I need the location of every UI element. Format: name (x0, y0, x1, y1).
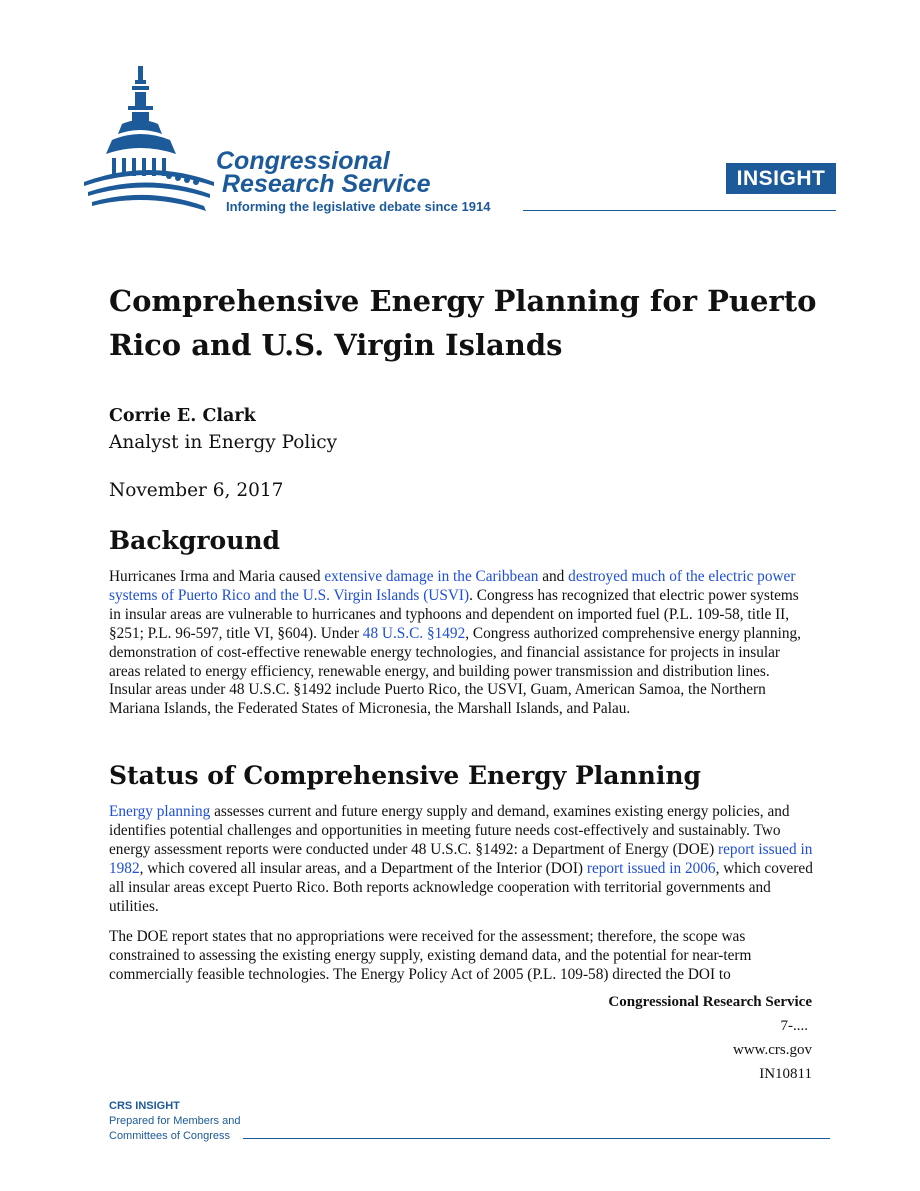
author-name: Corrie E. Clark (109, 406, 256, 426)
text-span: . Congress has recognized that electric power systems in insular areas are vulnerable to hurricanes and typhoons and dependent on imported fuel (P.L. 109-58, title II, §251; P.L. 96-597, title VI, §604). Under (109, 586, 799, 642)
logo-tagline: Informing the legislative debate since 1914 (226, 199, 491, 214)
author-role: Analyst in Energy Policy (109, 432, 338, 453)
document-title (109, 279, 869, 367)
capitol-dome-logo-icon (78, 64, 218, 219)
text-span: assesses current and future energy supply and demand, examines existing energy policies, and identifies potential challenges and opportunities in meeting future needs cost-effectively and sustainably. Two energy assessment reports were conducted under 48 U.S.C. §1492: a Department of Energy (DOE) (109, 803, 790, 858)
text-span: , which covered all insular areas, and a Department of the Interior (DOI) (139, 859, 587, 877)
footer-rule (243, 1138, 830, 1139)
logo-wordmark-research-service: Research Service (222, 170, 431, 198)
footer-committees: Committees of Congress (109, 1130, 231, 1142)
footer-prepared-for: Prepared for Members and (109, 1115, 241, 1127)
crs-website: www.crs.gov (732, 1042, 812, 1058)
link-report-2006[interactable]: report issued in 2006 (586, 859, 716, 877)
header-rule (523, 210, 836, 211)
publication-date: November 6, 2017 (109, 480, 284, 501)
logo-wordmark-congressional: Congressional (216, 147, 390, 175)
title-line-1: Comprehensive Energy Planning for Puerto (109, 284, 817, 318)
link-48-usc-1492[interactable]: 48 U.S.C. §1492 (362, 624, 466, 642)
crs-info-block (520, 990, 812, 1086)
crs-code: 7-.... (780, 1018, 808, 1034)
background-paragraph (109, 568, 813, 719)
section-heading-status: Status of Comprehensive Energy Planning (109, 761, 702, 790)
link-destroyed-power-systems[interactable]: destroyed much of the electric power systems of Puerto Rico and the U.S. Virgin Islands (USVI) (109, 568, 796, 604)
crs-name: Congressional Research Service (608, 994, 812, 1010)
text-span: , Congress authorized comprehensive energy planning, demonstration of cost-effective renewable energy technologies, and financial assistance for projects in insular areas related to energy efficiency, renewable energy, and building power transmission and distribution lines. Insular areas under 48 U.S.C. §1492 include Puerto Rico, the USVI, Guam, American Samoa, the Northern Mariana Islands, the Federated States of Micronesia, the Marshall Islands, and Palau. (109, 624, 801, 718)
text-span: and (538, 568, 569, 585)
footer-crs-insight: CRS INSIGHT (109, 1100, 180, 1112)
title-line-2: Rico and U.S. Virgin Islands (109, 328, 563, 362)
section-heading-background: Background (109, 526, 281, 555)
text-span: , which covered all insular areas except Puerto Rico. Both reports acknowledge cooperation with territorial governments and utilities. (109, 859, 813, 915)
text-span: Hurricanes Irma and Maria caused (109, 568, 325, 585)
link-energy-planning[interactable]: Energy planning (109, 803, 211, 820)
status-paragraph-2: The DOE report states that no appropriations were received for the assessment; therefore, the scope was constrained to assessing the existing energy supply, existing demand data, and the potential for near-term commercially feasible technologies. The Energy Policy Act of 2005 (P.L. 109-58) directed the DOI to (109, 928, 752, 983)
status-paragraph-1 (109, 803, 813, 916)
insight-badge: INSIGHT (726, 163, 836, 194)
link-report-1982[interactable]: report issued in 1982 (109, 840, 813, 877)
link-extensive-damage[interactable]: extensive damage in the Caribbean (324, 568, 539, 585)
crs-id: IN10811 (759, 1066, 812, 1082)
footer-label (109, 1099, 240, 1144)
